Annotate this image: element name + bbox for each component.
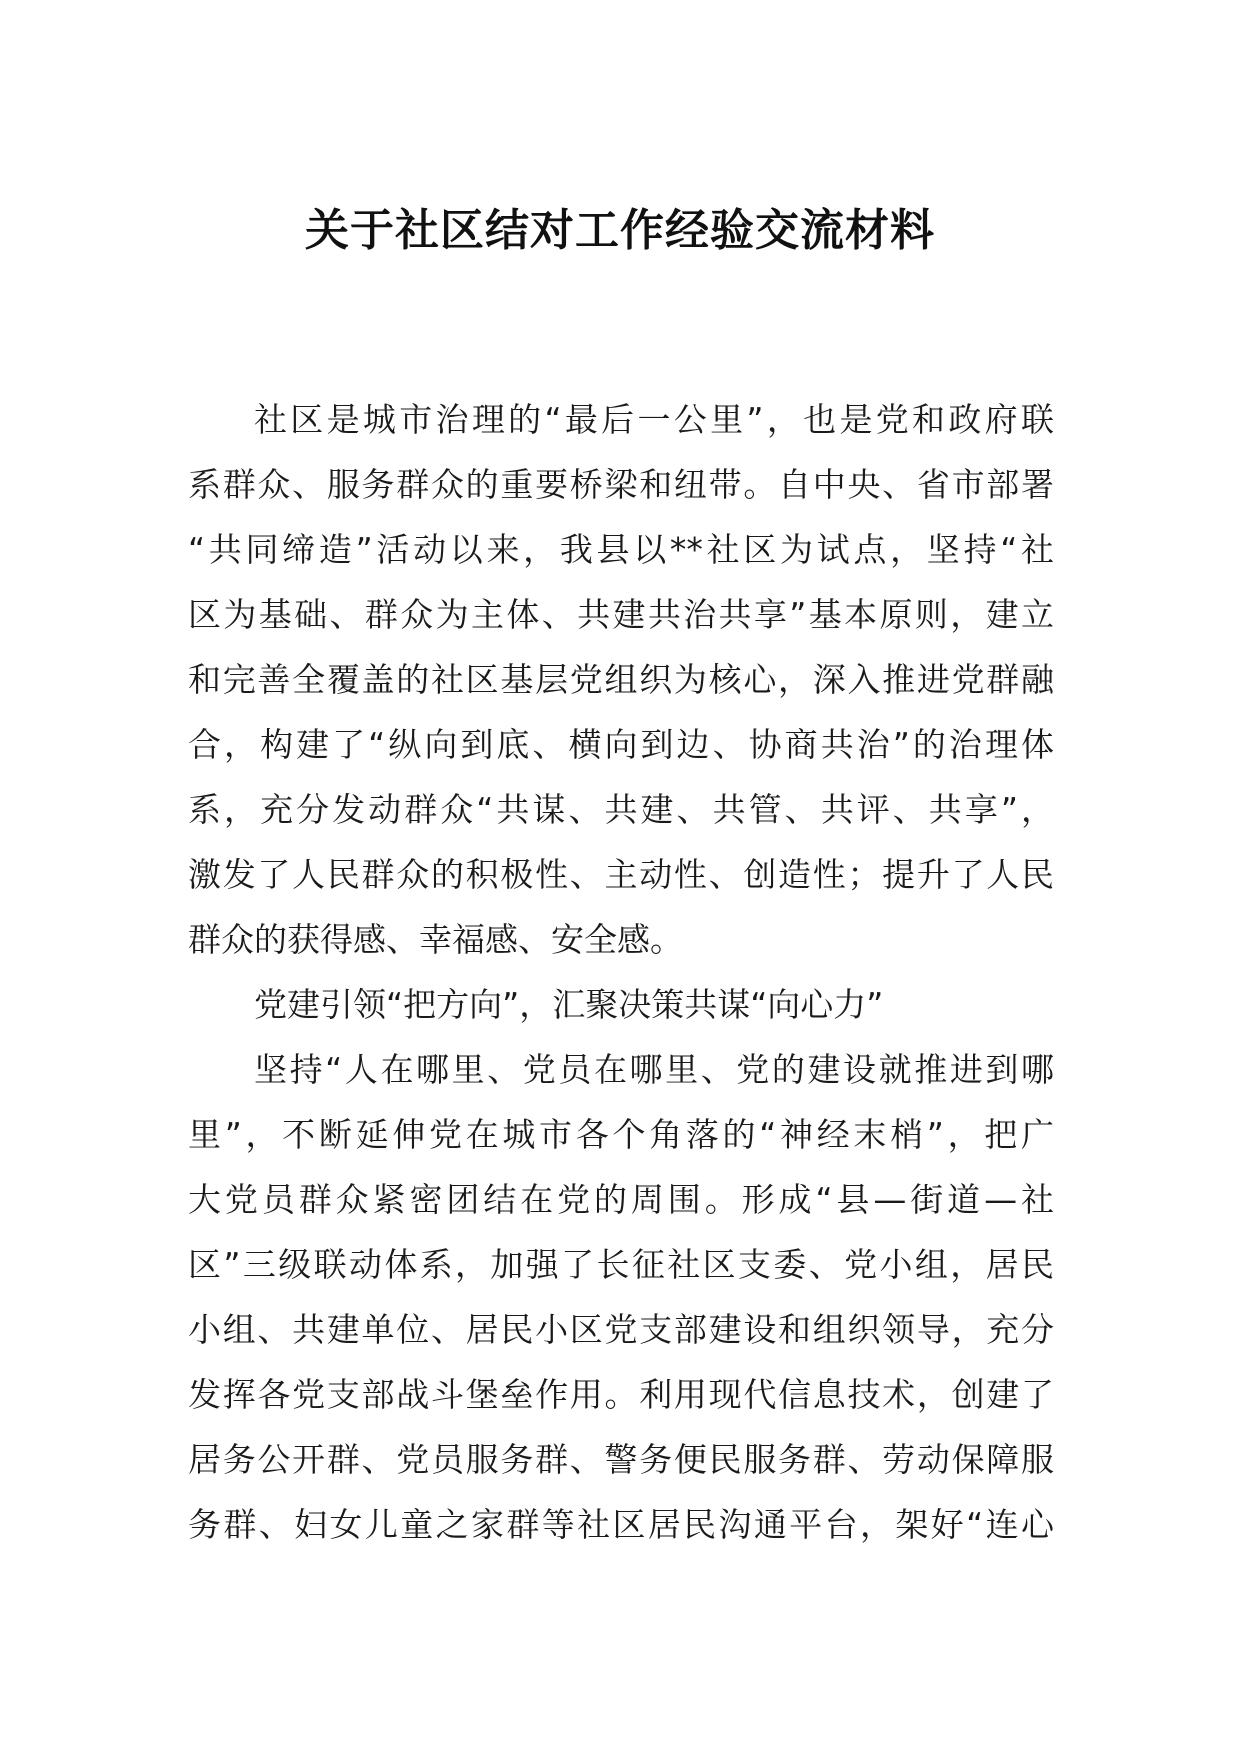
paragraph-line: 坚持“人在哪里、党员在哪里、党的建设就推进到哪 <box>254 1050 1054 1089</box>
paragraph-line: 系群众、服务群众的重要桥梁和纽带。自中央、省市部署 <box>188 465 1054 504</box>
section-heading <box>188 972 1054 1037</box>
paragraph-line: 激发了人民群众的积极性、主动性、创造性；提升了人民 <box>188 855 1054 894</box>
paragraph-line: 务群、妇女儿童之家群等社区居民沟通平台，架好“连心 <box>188 1505 1054 1544</box>
paragraph-line: 居务公开群、党员服务群、警务便民服务群、劳动保障服 <box>188 1440 1054 1479</box>
section-heading-text: 党建引领“把方向”，汇聚决策共谋“向心力” <box>254 985 884 1024</box>
paragraph-line: 大党员群众紧密团结在党的周围。形成“县—街道—社 <box>188 1180 1054 1219</box>
paragraph-line: 区为基础、群众为主体、共建共治共享”基本原则，建立 <box>188 595 1054 634</box>
paragraph-intro <box>188 387 1054 972</box>
paragraph-line: 里”，不断延伸党在城市各个角落的“神经末梢”，把广 <box>188 1115 1054 1154</box>
paragraph-line: 区”三级联动体系，加强了长征社区支委、党小组，居民 <box>188 1245 1054 1284</box>
document-body <box>188 387 1054 1557</box>
paragraph-line: 社区是城市治理的“最后一公里”，也是党和政府联 <box>254 400 1054 439</box>
paragraph-line: 小组、共建单位、居民小区党支部建设和组织领导，充分 <box>188 1310 1054 1349</box>
document-title: 关于社区结对工作经验交流材料 <box>305 205 935 256</box>
paragraph-party-building <box>188 1037 1054 1557</box>
paragraph-line: 系，充分发动群众“共谋、共建、共管、共评、共享”， <box>188 790 1054 829</box>
paragraph-line: 群众的获得感、幸福感、安全感。 <box>188 920 683 959</box>
paragraph-line: 合，构建了“纵向到底、横向到边、协商共治”的治理体 <box>188 725 1054 764</box>
paragraph-line: 和完善全覆盖的社区基层党组织为核心，深入推进党群融 <box>188 660 1054 699</box>
paragraph-line: “共同缔造”活动以来，我县以**社区为试点，坚持“社 <box>188 530 1054 569</box>
paragraph-line: 发挥各党支部战斗堡垒作用。利用现代信息技术，创建了 <box>188 1375 1054 1414</box>
